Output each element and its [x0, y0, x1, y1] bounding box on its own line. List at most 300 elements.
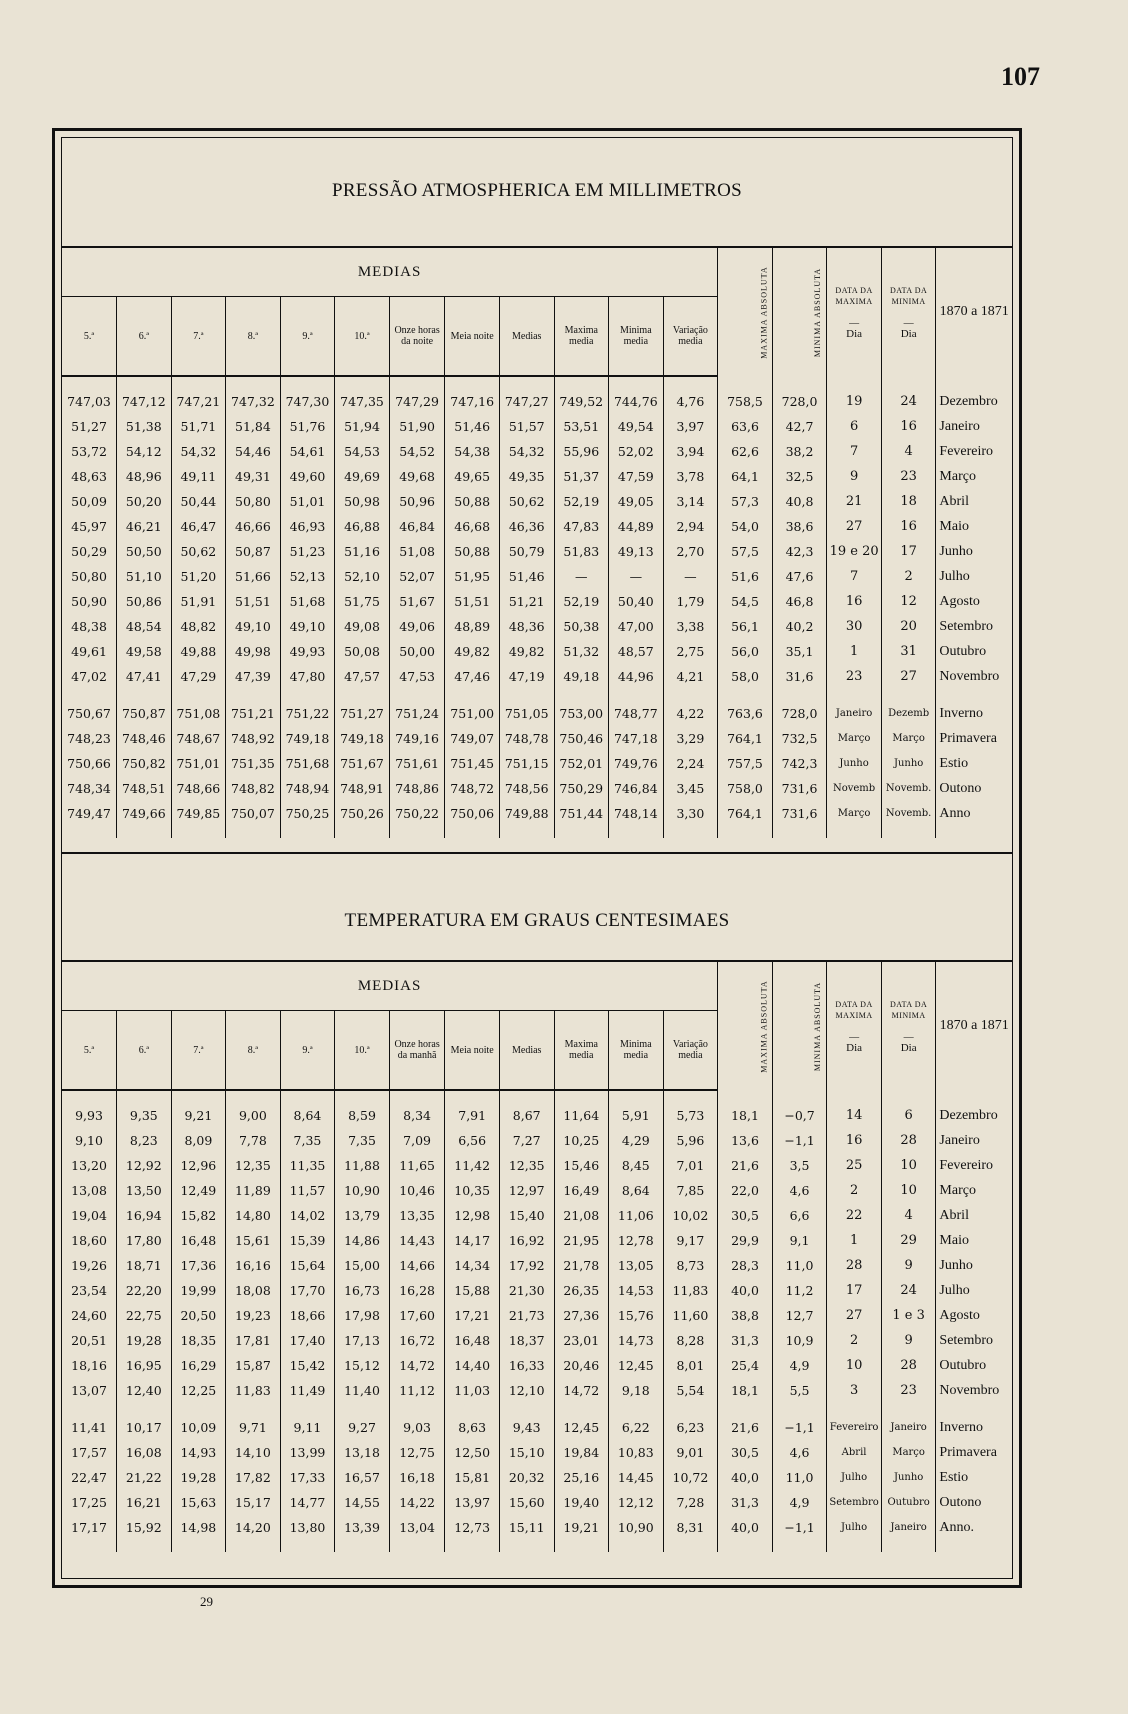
table-cell: 18,35 — [171, 1328, 226, 1353]
month-row — [62, 439, 1012, 464]
table-cell: 54,12 — [117, 439, 172, 464]
table-cell: 750,06 — [445, 801, 500, 826]
table-cell: 2,94 — [663, 514, 718, 539]
table-cell: 10,90 — [609, 1515, 664, 1540]
table-cell: 23,01 — [554, 1328, 609, 1353]
table-cell: 50,96 — [389, 489, 445, 514]
table-cell: 11,42 — [445, 1153, 500, 1178]
season-row — [62, 701, 1012, 726]
table-cell: 747,18 — [609, 726, 664, 751]
table-cell: 7,85 — [663, 1178, 718, 1203]
table-cell: 48,63 — [62, 464, 117, 489]
data-minima-header: DATA DA MINIMA — Dia — [881, 248, 936, 376]
table-cell: 750,26 — [335, 801, 390, 826]
table-cell: 14,55 — [335, 1490, 390, 1515]
table-cell: 749,18 — [280, 726, 335, 751]
table-cell: 742,3 — [772, 751, 827, 776]
table-cell: 56,1 — [718, 614, 773, 639]
table-cell: 12,75 — [389, 1440, 445, 1465]
table-cell: 48,96 — [117, 464, 172, 489]
table-cell: 13,07 — [62, 1378, 117, 1403]
table-cell: 10,72 — [663, 1465, 718, 1490]
table-cell: 11,03 — [445, 1378, 500, 1403]
table-cell: 51,21 — [499, 589, 554, 614]
table-cell: 50,62 — [499, 489, 554, 514]
table-cell: 5,54 — [663, 1378, 718, 1403]
table-cell: 14,86 — [335, 1228, 390, 1253]
table-cell: 5,96 — [663, 1128, 718, 1153]
table-cell: 6,22 — [609, 1415, 664, 1440]
table-cell: 51,46 — [445, 414, 500, 439]
table-cell: 15,60 — [499, 1490, 554, 1515]
month-row — [62, 539, 1012, 564]
medias-heading: MEDIAS — [62, 248, 718, 297]
table-cell: 9 — [881, 1328, 936, 1353]
table-cell: 27 — [827, 1303, 882, 1328]
table-cell: 47,46 — [445, 664, 500, 689]
table-cell: 40,0 — [718, 1278, 773, 1303]
table-cell: 51,83 — [554, 539, 609, 564]
table-cell: 18,08 — [226, 1278, 281, 1303]
column-header: 10.ª — [335, 297, 390, 377]
month-row — [62, 1278, 1012, 1303]
table-cell: 4,21 — [663, 664, 718, 689]
table-cell: 9,35 — [117, 1103, 172, 1128]
month-row — [62, 1153, 1012, 1178]
table-cell: 14 — [827, 1103, 882, 1128]
column-header: Minima media — [609, 1011, 664, 1091]
table-cell: Setembro — [939, 1333, 994, 1348]
table-cell: Junho — [881, 1465, 936, 1490]
table-cell: 50,44 — [171, 489, 226, 514]
table-cell: 749,88 — [499, 801, 554, 826]
table-cell: 11,35 — [280, 1153, 335, 1178]
table-cell: 31,3 — [718, 1328, 773, 1353]
table-cell: 17,13 — [335, 1328, 390, 1353]
table-cell: 750,46 — [554, 726, 609, 751]
table-cell: 58,0 — [718, 664, 773, 689]
table-cell: 54,32 — [171, 439, 226, 464]
table-cell: 14,02 — [280, 1203, 335, 1228]
table-cell: 14,43 — [389, 1228, 445, 1253]
table-cell: 12,25 — [171, 1378, 226, 1403]
table-cell: 10,46 — [389, 1178, 445, 1203]
table-cell: 48,38 — [62, 614, 117, 639]
table-cell: 49,69 — [335, 464, 390, 489]
table-cell: Março — [881, 1440, 936, 1465]
table-cell: 49,06 — [389, 614, 445, 639]
table-cell: 23 — [881, 464, 936, 489]
table-cell: 51,20 — [171, 564, 226, 589]
table-cell: 17,98 — [335, 1303, 390, 1328]
table-cell: Abril — [939, 1208, 969, 1223]
table-cell: 10,83 — [609, 1440, 664, 1465]
table-cell: 62,6 — [718, 439, 773, 464]
table-cell: Janeiro — [939, 1133, 980, 1148]
table-cell: 14,66 — [389, 1253, 445, 1278]
table-cell: 16 — [827, 589, 882, 614]
column-header: 5.ª — [62, 1011, 117, 1091]
table-cell: 16,48 — [171, 1228, 226, 1253]
table-cell: 758,0 — [718, 776, 773, 801]
table-cell: 40,2 — [772, 614, 827, 639]
table-cell: 20,51 — [62, 1328, 117, 1353]
table-cell: 51,51 — [445, 589, 500, 614]
table-cell: 10,02 — [663, 1203, 718, 1228]
years-header: 1870 a 1871 — [939, 304, 1009, 319]
table-cell: Inverno — [939, 706, 983, 721]
table-cell: 751,35 — [226, 751, 281, 776]
table-cell: 15,64 — [280, 1253, 335, 1278]
table-cell: 28,3 — [718, 1253, 773, 1278]
table-cell: 24,60 — [62, 1303, 117, 1328]
maxima-absoluta-header: MAXIMA ABSOLUTA — [718, 248, 773, 376]
data-minima-header: DATA DA MINIMA — Dia — [881, 962, 936, 1090]
table-cell: 19 — [827, 389, 882, 414]
table-cell: 38,2 — [772, 439, 827, 464]
table-cell: 4,22 — [663, 701, 718, 726]
table-cell: 50,86 — [117, 589, 172, 614]
table-cell: 6 — [881, 1103, 936, 1128]
table-cell: 757,5 — [718, 751, 773, 776]
table-cell: 13,20 — [62, 1153, 117, 1178]
table-cell: 748,34 — [62, 776, 117, 801]
table-cell: 17,33 — [280, 1465, 335, 1490]
table-cell: 11,06 — [609, 1203, 664, 1228]
table-cell: 50,88 — [445, 539, 500, 564]
table-cell: 11,0 — [772, 1465, 827, 1490]
table-cell: Dezemb — [881, 701, 936, 726]
table-cell: 7,35 — [335, 1128, 390, 1153]
table-cell: 9,03 — [389, 1415, 445, 1440]
table-cell: 46,66 — [226, 514, 281, 539]
table-cell: −1,1 — [772, 1415, 827, 1440]
table-cell: 747,03 — [62, 389, 117, 414]
month-row — [62, 414, 1012, 439]
table-cell: 9,43 — [499, 1415, 554, 1440]
table-cell: 49,60 — [280, 464, 335, 489]
table-cell: Dezembro — [939, 1108, 998, 1123]
column-header: 9.ª — [280, 297, 335, 377]
table-cell: 18 — [881, 489, 936, 514]
table-cell: Outubro — [939, 1358, 987, 1373]
table-cell: 2 — [881, 564, 936, 589]
table-cell: 49,35 — [499, 464, 554, 489]
table-cell: 8,63 — [445, 1415, 500, 1440]
month-row — [62, 1128, 1012, 1153]
table-cell: 16,92 — [499, 1228, 554, 1253]
table-cell: — — [663, 564, 718, 589]
table-cell: 9,18 — [609, 1378, 664, 1403]
table-cell: 50,62 — [171, 539, 226, 564]
table-cell: 3,29 — [663, 726, 718, 751]
table-cell: 746,84 — [609, 776, 664, 801]
table-cell: 728,0 — [772, 389, 827, 414]
table-cell: Janeiro — [881, 1415, 936, 1440]
table-cell: Janeiro — [939, 419, 980, 434]
table-cell: 14,77 — [280, 1490, 335, 1515]
table-cell: 54,52 — [389, 439, 445, 464]
table-cell: 48,89 — [445, 614, 500, 639]
row-gap — [62, 826, 1012, 838]
table-cell: 748,14 — [609, 801, 664, 826]
column-header: Variação media — [663, 1011, 718, 1091]
table-cell: 748,78 — [499, 726, 554, 751]
table-cell: 30 — [827, 614, 882, 639]
table-cell: 748,72 — [445, 776, 500, 801]
table-cell: 47,53 — [389, 664, 445, 689]
table-cell: 11,2 — [772, 1278, 827, 1303]
table-cell: 52,13 — [280, 564, 335, 589]
table-cell: 28 — [881, 1353, 936, 1378]
table-cell: 17,17 — [62, 1515, 117, 1540]
table-cell: Estio — [939, 1470, 969, 1485]
table-cell: 7,78 — [226, 1128, 281, 1153]
table-cell: 28 — [827, 1253, 882, 1278]
table-cell: 14,45 — [609, 1465, 664, 1490]
column-header: 7.ª — [171, 1011, 226, 1091]
column-header: Maxima media — [554, 1011, 609, 1091]
table-cell: 38,6 — [772, 514, 827, 539]
table-cell: Janeiro — [827, 701, 882, 726]
table-cell: Abril — [939, 494, 969, 509]
table-cell: 9,93 — [62, 1103, 117, 1128]
table-cell: 750,25 — [280, 801, 335, 826]
table-cell: 15,88 — [445, 1278, 500, 1303]
table-cell: 51,91 — [171, 589, 226, 614]
table-cell: 8,45 — [609, 1153, 664, 1178]
table-cell: 54,5 — [718, 589, 773, 614]
table-cell: 15,12 — [335, 1353, 390, 1378]
table-cell: 751,01 — [171, 751, 226, 776]
table-cell: 3,97 — [663, 414, 718, 439]
table-cell: 51,90 — [389, 414, 445, 439]
table-cell: 47,29 — [171, 664, 226, 689]
table-cell: 12,96 — [171, 1153, 226, 1178]
table-cell: 747,27 — [499, 389, 554, 414]
table-cell: 758,5 — [718, 389, 773, 414]
table-cell: 51,94 — [335, 414, 390, 439]
table-cell: 32,5 — [772, 464, 827, 489]
table-cell: 50,38 — [554, 614, 609, 639]
table-cell: 3,45 — [663, 776, 718, 801]
table-cell: 50,90 — [62, 589, 117, 614]
table-cell: 763,6 — [718, 701, 773, 726]
table-cell: 44,96 — [609, 664, 664, 689]
table-cell: Inverno — [939, 1420, 983, 1435]
table-cell: 45,97 — [62, 514, 117, 539]
table-cell: 63,6 — [718, 414, 773, 439]
table-cell: 751,44 — [554, 801, 609, 826]
table-cell: 12,50 — [445, 1440, 500, 1465]
table-cell: 51,27 — [62, 414, 117, 439]
table-cell: 64,1 — [718, 464, 773, 489]
table-cell: 750,07 — [226, 801, 281, 826]
table-cell: 8,64 — [609, 1178, 664, 1203]
table-cell: 10,9 — [772, 1328, 827, 1353]
table-cell: Agosto — [939, 594, 980, 609]
season-row — [62, 1415, 1012, 1440]
table-cell: 1 — [827, 639, 882, 664]
table-cell: 54,0 — [718, 514, 773, 539]
table-cell: 747,29 — [389, 389, 445, 414]
table-cell: 16 — [881, 514, 936, 539]
table-cell: 22,20 — [117, 1278, 172, 1303]
table-cell: 47,02 — [62, 664, 117, 689]
table-cell: 14,73 — [609, 1328, 664, 1353]
table-cell: Outono — [939, 1495, 982, 1510]
table-cell: 3,30 — [663, 801, 718, 826]
table-cell: Novembro — [939, 669, 1000, 684]
table-cell: Junho — [939, 544, 973, 559]
table-cell: 47,41 — [117, 664, 172, 689]
table-cell: 748,91 — [335, 776, 390, 801]
table-cell: 9,17 — [663, 1228, 718, 1253]
table-cell: Estio — [939, 756, 969, 771]
minima-absoluta-header: MINIMA ABSOLUTA — [772, 248, 827, 376]
table-cell: 747,30 — [280, 389, 335, 414]
temperature-title: TEMPERATURA EM GRAUS CENTESIMAES — [344, 910, 730, 931]
table-cell: 7,27 — [499, 1128, 554, 1153]
table-cell: 13,97 — [445, 1490, 500, 1515]
table-cell: 47,59 — [609, 464, 664, 489]
table-cell: 749,66 — [117, 801, 172, 826]
table-cell: 9,71 — [226, 1415, 281, 1440]
table-cell: 16,72 — [389, 1328, 445, 1353]
table-cell: Junho — [939, 1258, 973, 1273]
column-header: Medias — [499, 297, 554, 377]
table-cell: 19 e 20 — [827, 539, 882, 564]
table-cell: 751,22 — [280, 701, 335, 726]
table-cell: 752,01 — [554, 751, 609, 776]
table-cell: Setembro — [827, 1490, 882, 1515]
table-cell: 2,24 — [663, 751, 718, 776]
column-header: 8.ª — [226, 1011, 281, 1091]
table-cell: 748,51 — [117, 776, 172, 801]
table-cell: 52,07 — [389, 564, 445, 589]
month-row — [62, 1253, 1012, 1278]
table-cell: 47,6 — [772, 564, 827, 589]
table-cell: 21,73 — [499, 1303, 554, 1328]
table-cell: 14,72 — [554, 1378, 609, 1403]
month-row — [62, 1353, 1012, 1378]
table-cell: Primavera — [939, 731, 997, 746]
table-cell: 3 — [827, 1378, 882, 1403]
table-cell: 16,29 — [171, 1353, 226, 1378]
table-cell: 50,00 — [389, 639, 445, 664]
table-cell: 50,98 — [335, 489, 390, 514]
table-cell: 52,02 — [609, 439, 664, 464]
table-cell: 23 — [881, 1378, 936, 1403]
table-cell: Julho — [939, 1283, 970, 1298]
signature-number: 29 — [200, 1594, 213, 1609]
table-cell: 9,1 — [772, 1228, 827, 1253]
month-row — [62, 389, 1012, 414]
table-cell: 8,31 — [663, 1515, 718, 1540]
column-header: Meia noite — [445, 1011, 500, 1091]
table-cell: 12,45 — [554, 1415, 609, 1440]
table-cell: 18,1 — [718, 1103, 773, 1128]
table-cell: 16,73 — [335, 1278, 390, 1303]
table-cell: 27 — [881, 664, 936, 689]
table-cell: Anno — [939, 806, 971, 821]
table-cell: 50,87 — [226, 539, 281, 564]
table-cell: 53,72 — [62, 439, 117, 464]
table-cell: 46,84 — [389, 514, 445, 539]
column-header: Onze horas da noite — [389, 297, 445, 377]
table-cell: 11,83 — [226, 1378, 281, 1403]
table-cell: 51,51 — [226, 589, 281, 614]
table-cell: 23 — [827, 664, 882, 689]
table-cell: 11,89 — [226, 1178, 281, 1203]
table-cell: 749,85 — [171, 801, 226, 826]
column-header: Onze horas da manhã — [389, 1011, 445, 1091]
table-cell: 10,25 — [554, 1128, 609, 1153]
table-cell: 12,73 — [445, 1515, 500, 1540]
table-cell: Março — [939, 1183, 976, 1198]
table-cell: 747,12 — [117, 389, 172, 414]
year-row — [62, 1515, 1012, 1540]
medias-heading: MEDIAS — [62, 962, 718, 1011]
table-cell: 24 — [881, 389, 936, 414]
month-row — [62, 1203, 1012, 1228]
table-cell: 56,0 — [718, 639, 773, 664]
table-cell: 11,12 — [389, 1378, 445, 1403]
table-cell: 15,42 — [280, 1353, 335, 1378]
table-cell: 11,65 — [389, 1153, 445, 1178]
column-header: 5.ª — [62, 297, 117, 377]
table-cell: 14,98 — [171, 1515, 226, 1540]
table-cell: 13,04 — [389, 1515, 445, 1540]
month-row — [62, 1228, 1012, 1253]
table-cell: 47,19 — [499, 664, 554, 689]
table-cell: 728,0 — [772, 701, 827, 726]
table-cell: 750,29 — [554, 776, 609, 801]
data-maxima-header: DATA DA MAXIMA — Dia — [827, 962, 882, 1090]
table-cell: 40,8 — [772, 489, 827, 514]
table-cell: 15,81 — [445, 1465, 500, 1490]
table-cell: 14,40 — [445, 1353, 500, 1378]
table-cell: 40,0 — [718, 1515, 773, 1540]
table-cell: 764,1 — [718, 801, 773, 826]
table-cell: 21,6 — [718, 1153, 773, 1178]
table-cell: 49,93 — [280, 639, 335, 664]
table-cell: 749,18 — [335, 726, 390, 751]
table-cell: 16,33 — [499, 1353, 554, 1378]
table-cell: 21 — [827, 489, 882, 514]
month-row — [62, 1103, 1012, 1128]
table-cell: 53,51 — [554, 414, 609, 439]
table-cell: 10 — [881, 1153, 936, 1178]
column-header: Medias — [499, 1011, 554, 1091]
table-cell: 731,6 — [772, 776, 827, 801]
table-cell: 751,27 — [335, 701, 390, 726]
table-cell: 16,49 — [554, 1178, 609, 1203]
table-cell: 25,4 — [718, 1353, 773, 1378]
table-cell: 50,09 — [62, 489, 117, 514]
table-cell: 17,81 — [226, 1328, 281, 1353]
table-cell: 55,96 — [554, 439, 609, 464]
table-cell: 12,35 — [226, 1153, 281, 1178]
table-cell: 20,46 — [554, 1353, 609, 1378]
table-cell: 51,67 — [389, 589, 445, 614]
month-row — [62, 514, 1012, 539]
table-cell: 20,32 — [499, 1465, 554, 1490]
table-cell: 51,66 — [226, 564, 281, 589]
table-cell: 744,76 — [609, 389, 664, 414]
table-cell: 9,21 — [171, 1103, 226, 1128]
table-cell: 5,73 — [663, 1103, 718, 1128]
